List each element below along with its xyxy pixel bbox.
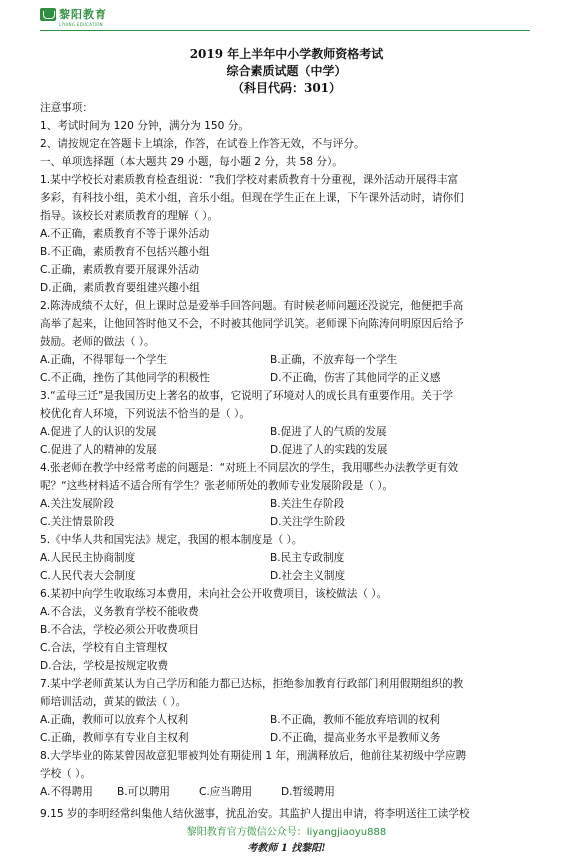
question-stem: 呢？“这些材料适不适合所有学生？张老师所处的教师专业发展阶段是（ ）。: [40, 480, 394, 492]
brand-logo: [40, 8, 107, 21]
question-stem: 高举了起来，让他回答时他又不会，不时被其他同学讥笑。老师课下向陈涛问明原因后给予: [40, 318, 464, 330]
answer-option[interactable]: B.正确，不放弃每一个学生: [270, 354, 398, 366]
answer-option[interactable]: A.正确，不得罪每一个学生: [40, 354, 167, 366]
answer-option[interactable]: C.关注情景阶段: [40, 516, 115, 528]
question-stem: 1.某中学校长对素质教育检查组说：“我们学校对素质教育十分重视，课外活动开展得丰富: [40, 174, 459, 186]
answer-option[interactable]: D.不正确，提高业务水平是教师义务: [270, 732, 441, 744]
answer-option[interactable]: A.不正确，素质教育不等于课外活动: [40, 228, 210, 240]
answer-option[interactable]: D.促进了人的实践的发展: [270, 444, 388, 456]
answer-option[interactable]: A.不合法，义务教育学校不能收费: [40, 606, 199, 618]
answer-option[interactable]: D.暂缓聘用: [281, 786, 335, 798]
answer-option[interactable]: C.应当聘用: [199, 786, 253, 798]
question-stem: 2.陈涛成绩不太好，但上课时总是爱举手回答问题。有时候老师问题还没说完，他便把手高: [40, 300, 464, 312]
question-stem: 7.某中学老师黄某认为自己学历和能力都已达标，拒绝参加教育行政部门利用假期组织的教: [40, 678, 464, 690]
exam-title: 2019 年上半年中小学教师资格考试: [189, 47, 384, 61]
answer-option[interactable]: B.民主专政制度: [270, 552, 345, 564]
notice-item: 2、请按规定在答题卡上填涂，作答，在试卷上作答无效，不与评分。: [40, 138, 365, 150]
header-divider: [40, 30, 530, 31]
question-stem: 指导。该校长对素质教育的理解（ ）。: [40, 210, 219, 222]
answer-option[interactable]: B.可以聘用: [117, 786, 171, 798]
answer-option[interactable]: C.人民代表大会制度: [40, 570, 136, 582]
page-header: [0, 0, 573, 30]
answer-option[interactable]: A.正确，教师可以放弃个人权利: [40, 714, 189, 726]
answer-option[interactable]: A.人民民主协商制度: [40, 552, 136, 564]
question-stem: 5.《中华人共和国宪法》规定，我国的根本制度是（ ）。: [40, 534, 303, 546]
answer-option[interactable]: B.不正确，素质教育不包括兴趣小组: [40, 246, 210, 258]
answer-option[interactable]: D.不正确，伤害了其他同学的正义感: [270, 372, 441, 384]
question-stem: 校优化育人环境，下列说法不恰当的是（ ）。: [40, 408, 250, 420]
footer-wechat: 黎阳教育官方微信公众号：liyangjiaoyu888: [186, 827, 387, 838]
question-stem: 8.大学毕业的陈某曾因故意犯罪被判处有期徒刑 1 年，刑满释放后，他前往某初级中学应聘: [40, 750, 467, 762]
answer-option[interactable]: B.不正确，教师不能放弃培训的权利: [270, 714, 440, 726]
answer-option[interactable]: C.合法，学校有自主管理权: [40, 642, 168, 654]
answer-option[interactable]: A.促进了人的认识的发展: [40, 426, 157, 438]
answer-option[interactable]: A.关注发展阶段: [40, 498, 114, 510]
answer-option[interactable]: D.关注学生阶段: [270, 516, 346, 528]
logo-text: 黎阳教育: [59, 8, 107, 21]
answer-option[interactable]: B.促进了人的气质的发展: [270, 426, 387, 438]
answer-option[interactable]: A.不得聘用: [40, 786, 93, 798]
notice-heading: 注意事项：: [40, 102, 93, 114]
question-stem: 9.15 岁的李明经常纠集他人结伙滋事，扰乱治安。其监护人提出申请，将李明送往工读学校: [40, 808, 470, 820]
question-stem: 师培训活动，黄某的做法（ ）。: [40, 696, 187, 708]
answer-option[interactable]: B.不合法，学校必须公开收费项目: [40, 624, 199, 636]
section-heading: 一、单项选择题（本大题共 29 小题，每小题 2 分，共 58 分）。: [40, 156, 343, 168]
answer-option[interactable]: D.合法，学校是按规定收费: [40, 660, 169, 672]
exam-code: （科目代码：301）: [231, 81, 342, 95]
answer-option[interactable]: D.社会主义制度: [270, 570, 346, 582]
notice-item: 1、考试时间为 120 分钟，满分为 150 分。: [40, 120, 249, 132]
question-stem: 3.“孟母三迁”是我国历史上著名的故事，它说明了环境对人的成长具有重要作用。关于学: [40, 390, 454, 402]
question-stem: 多彩，有科技小组，美术小组，音乐小组。但现在学生正在上课，下午课外活动时，请你们: [40, 192, 464, 204]
question-stem: 鼓励。老师的做法（ ）。: [40, 336, 155, 348]
question-stem: 4.张老师在教学中经常考虑的问题是：“对班上不同层次的学生，我用哪些办法教学更有效: [40, 462, 459, 474]
question-stem: 学校（ ）。: [40, 768, 92, 780]
question-stem: 6.某初中向学生收取练习本费用，未向社会公开收费项目，该校做法（ ）。: [40, 588, 388, 600]
answer-option[interactable]: C.促进了人的精神的发展: [40, 444, 157, 456]
answer-option[interactable]: C.正确，素质教育要开展课外活动: [40, 264, 200, 276]
footer-page-label: 考教师 1 找黎阳!: [247, 843, 326, 854]
logo-icon: [40, 8, 56, 21]
answer-option[interactable]: B.关注生存阶段: [270, 498, 345, 510]
answer-option[interactable]: C.不正确，挫伤了其他同学的积极性: [40, 372, 210, 384]
exam-subtitle: 综合素质试题（中学）: [226, 64, 347, 78]
logo-subtitle: LIYANG EDUCATION: [59, 22, 103, 27]
answer-option[interactable]: D.正确，素质教育要组建兴趣小组: [40, 282, 200, 294]
answer-option[interactable]: C.正确，教师享有专业自主权利: [40, 732, 189, 744]
